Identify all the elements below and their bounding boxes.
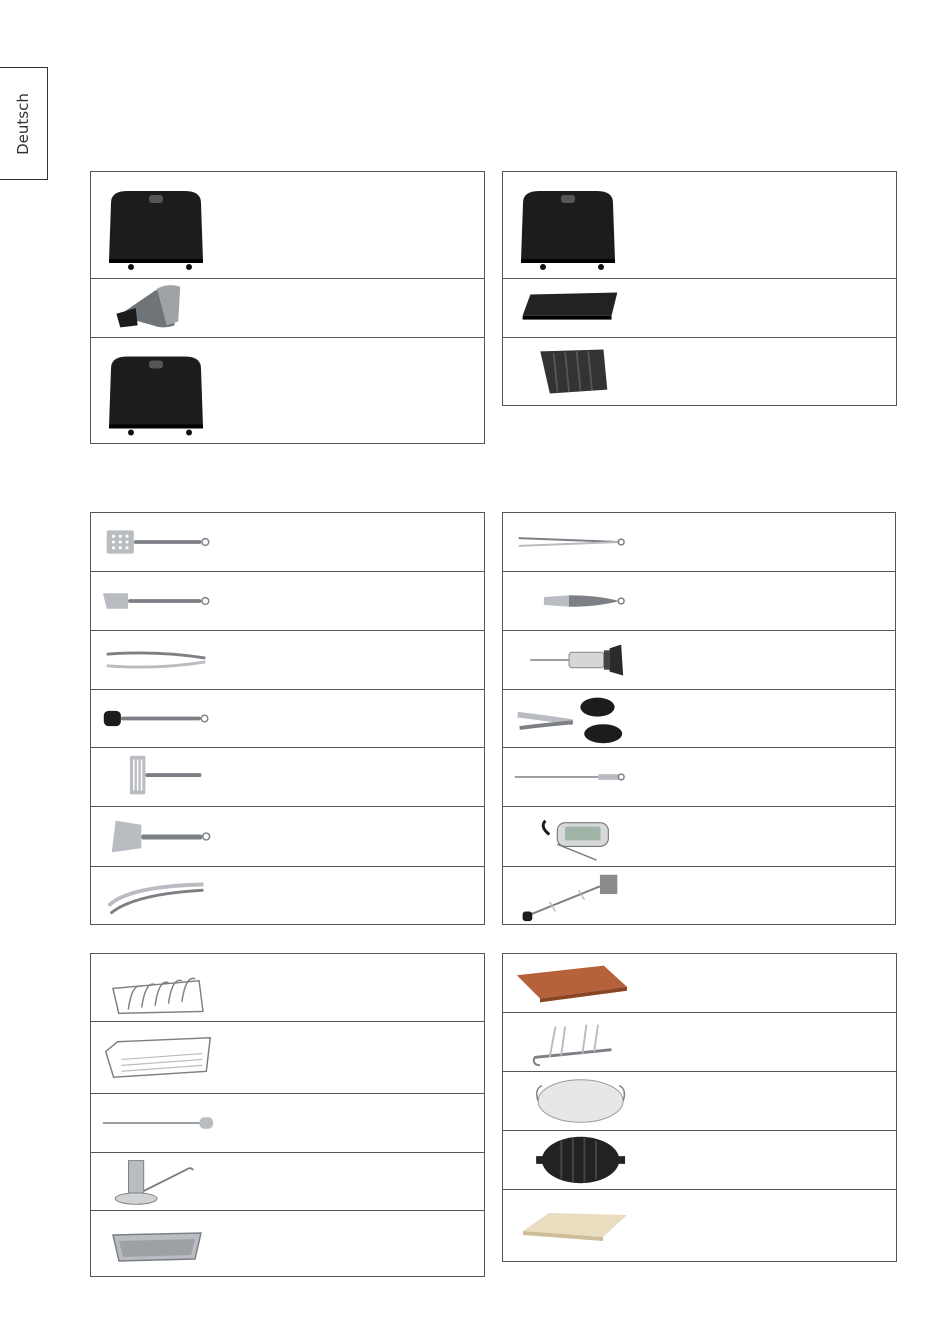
product-row [91,279,484,338]
product-row [91,631,484,690]
product-row [503,867,895,925]
perforated-spatula-icon [97,513,217,571]
product-row [91,1094,484,1153]
pizza-stone-round-icon [509,1072,629,1130]
grill-cover-icon [97,338,217,443]
product-row [503,572,895,631]
scraper-icon [97,807,217,866]
product-row [503,172,896,279]
rotisserie-icon [509,867,629,925]
product-row [503,748,895,807]
section-accessories-right [502,953,897,1262]
product-row [503,954,896,1013]
cedar-plank-icon [509,954,629,1012]
tongs-icon [97,631,217,689]
product-row [91,867,484,925]
product-row [503,690,895,748]
digital-thermometer-icon [509,807,629,866]
product-row [91,1022,484,1094]
product-row [91,1211,484,1277]
product-row [91,954,484,1022]
product-row [503,513,895,572]
marinade-injector-icon [509,631,629,689]
product-row [503,1131,896,1190]
grill-cover-icon [509,172,629,278]
product-row [503,1190,896,1262]
product-row [91,807,484,867]
product-row [91,748,484,807]
product-row [503,1013,896,1072]
product-row [91,690,484,748]
tweezer-tongs-icon [509,513,629,571]
round-grill-plate-icon [509,1131,629,1189]
product-row [503,807,895,867]
chicken-roaster-icon [97,1153,217,1210]
product-row [503,631,895,690]
product-row [91,572,484,631]
rib-rack-icon [97,954,217,1021]
product-row [91,338,484,443]
serving-tongs-icon [509,572,629,630]
grill-plate-icon [509,338,629,405]
long-skewer-icon [97,1094,217,1152]
grill-pan-icon [97,1211,217,1277]
product-row [503,1072,896,1131]
pizza-stone-icon [509,1190,629,1262]
section-tools-right [502,512,896,925]
poultry-rack-icon [509,1013,629,1071]
product-row [503,338,896,405]
section-covers-left [90,171,485,444]
griddle-plate-icon [509,279,629,337]
grill-cover-icon [97,172,217,278]
product-row [91,172,484,279]
roasting-rack-icon [97,1022,217,1093]
poultry-shears-icon [509,690,629,747]
product-row [91,513,484,572]
fish-turner-icon [97,748,217,806]
product-row [91,1153,484,1211]
product-row [503,279,896,338]
grill-glove-icon [97,279,217,337]
spatula-icon [97,572,217,630]
section-accessories-left [90,953,485,1277]
language-tab-label: Deutsch [13,92,32,155]
language-tab [0,67,48,180]
grill-tongs-icon [97,867,217,925]
basting-brush-icon [97,690,217,747]
section-covers-right [502,171,897,406]
section-tools-left [90,512,485,925]
skewer-icon [509,748,629,806]
